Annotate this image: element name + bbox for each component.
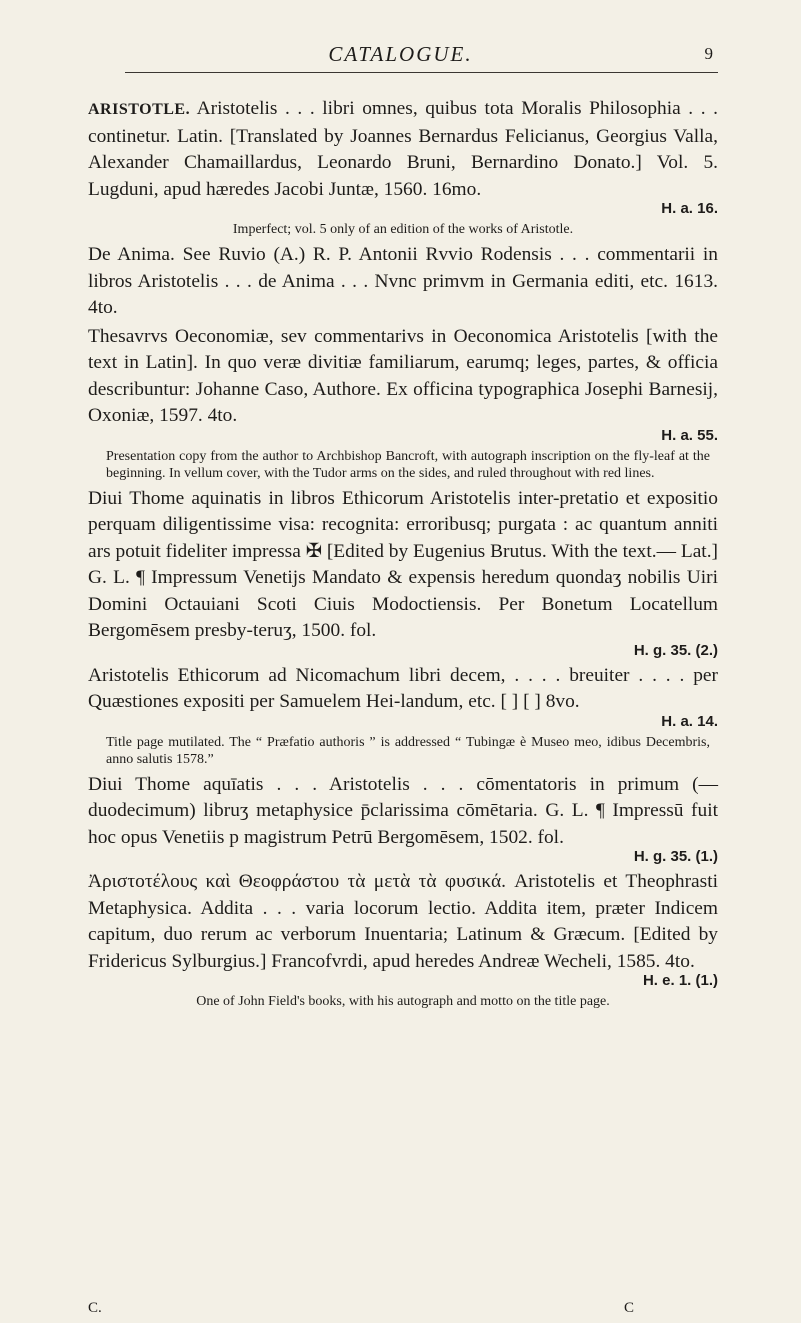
entry-note: Presentation copy from the author to Archbishop Bancroft, with autograph inscription on the fly-leaf at the beginning. In vellum cover, with the Tudor arms on the sides, and ruled throughout with red lines. bbox=[106, 448, 710, 481]
entry-description: Thesavrvs Oeconomiæ, sev commentarivs in Oeconomica Aristotelis [with the text in Latin]. In quo veræ divitiæ familiarum, earumq; leges, partes, & officia describuntur: Johanne Caso, Authore. Ex officina typographica Josephi Barnesij, Oxoniæ, 1597. 4to. bbox=[88, 325, 718, 426]
entry-note: Title page mutilated. The “ Præfatio authoris ” is addressed “ Tubingæ è Museo meo, idibus Decembris, anno salutis 1578.” bbox=[106, 734, 710, 767]
signature-mark-right: C bbox=[624, 1300, 635, 1316]
catalogue-entry bbox=[88, 96, 718, 238]
shelfmark: H. g. 35. (2.) bbox=[633, 641, 718, 659]
entry-description: Aristotelis . . . libri omnes, quibus tota Moralis Philosophia . . . continetur. Latin. [Translated by Joannes Bernardus Felicianus, Georgius Valla, Alexander Chamaillardus, Leonardo Bruni, Bernardino Donato.] Vol. 5. Lugduni, apud hæredes Jacobi Juntæ, 1560. 16mo. bbox=[88, 98, 719, 200]
page-footer bbox=[88, 1300, 718, 1322]
shelfmark: H. a. 14. bbox=[661, 712, 718, 730]
catalogue-entry bbox=[88, 242, 718, 322]
entry-description: Aristotelis Ethicorum ad Nicomachum libri decem, . . . . breuiter . . . . per Quæstiones expositi per Samuelem Hei-landum, etc. [ ] [ ] 8vo. bbox=[88, 664, 718, 712]
shelfmark: H. g. 35. (1.) bbox=[633, 848, 718, 865]
entry-description: De Anima. See Ruvio (A.) R. P. Antonii Rvvio Rodensis . . . commentarii in libros Aristotelis . . . de Anima . . . Nvnc primvm in Germania editi, etc. 1613. 4to. bbox=[88, 244, 718, 318]
shelfmark: H. e. 1. (1.) bbox=[642, 972, 718, 989]
catalogue-entry bbox=[88, 663, 718, 768]
shelfmark: H. a. 55. bbox=[661, 426, 718, 444]
entry-text bbox=[88, 96, 718, 203]
entry-description: Diui Thome aquinatis in libros Ethicorum Aristotelis inter-pretatio et expositio perquam diligentissime visa: recognita: erroribusq; purgata : ac quantum anniti ars potuit fideliter impressa ✠ [Edited by Eugenius Brutus. With the text.— Lat.] G. L. ¶ Impressum Venetijs Mandato & expensis heredum quondaʒ nobilis Uiri Domini Octauiani Scoti Ciuis Modoctiensis. Per Bonetum Locatellum Bergomēsem presby-teruʒ, 1500. fol. bbox=[88, 487, 718, 641]
entry-heading: ARISTOTLE. bbox=[88, 101, 191, 118]
page-number: 9 bbox=[704, 44, 713, 63]
catalogue-column bbox=[88, 96, 718, 1014]
entry-note: One of John Field's books, with his autograph and motto on the title page. bbox=[196, 994, 610, 1009]
signature-mark-left: C. bbox=[88, 1300, 102, 1316]
catalogue-entry bbox=[88, 324, 718, 482]
catalogue-entry bbox=[88, 869, 718, 1010]
entry-description: Ἀριστοτέλους καὶ Θεοφράστου τὰ μετὰ τὰ φυσικά. Aristotelis et Theophrasti Metaphysica. Addita . . . varia locorum lectio. Addita item, præter Indicem capitum, duo rerum ac verborum Inuentaria; Latinum & Græcum. [Edited by Fridericus Sylburgius.] Francofvrdi, apud heredes Andreæ Wecheli, 1585. 4to. bbox=[88, 871, 718, 972]
header-rule bbox=[125, 72, 718, 73]
entry-description: Diui Thome aquīatis . . . Aristotelis . . . cōmentatoris in primum (—duodecimum) libruʒ metaphysice p̄clarissima cōmētaria. G. L. ¶ Impressū fuit hoc opus Venetiis p magistrum Petrū Bergomēsem, 1502. fol. bbox=[88, 773, 718, 848]
running-title: CATALOGUE. bbox=[328, 42, 473, 66]
catalogue-entry bbox=[88, 486, 718, 661]
catalogue-entry bbox=[88, 772, 718, 868]
shelfmark: H. a. 16. bbox=[661, 200, 718, 217]
running-header bbox=[0, 42, 801, 72]
entry-note: Imperfect; vol. 5 only of an edition of the works of Aristotle. bbox=[232, 222, 574, 237]
